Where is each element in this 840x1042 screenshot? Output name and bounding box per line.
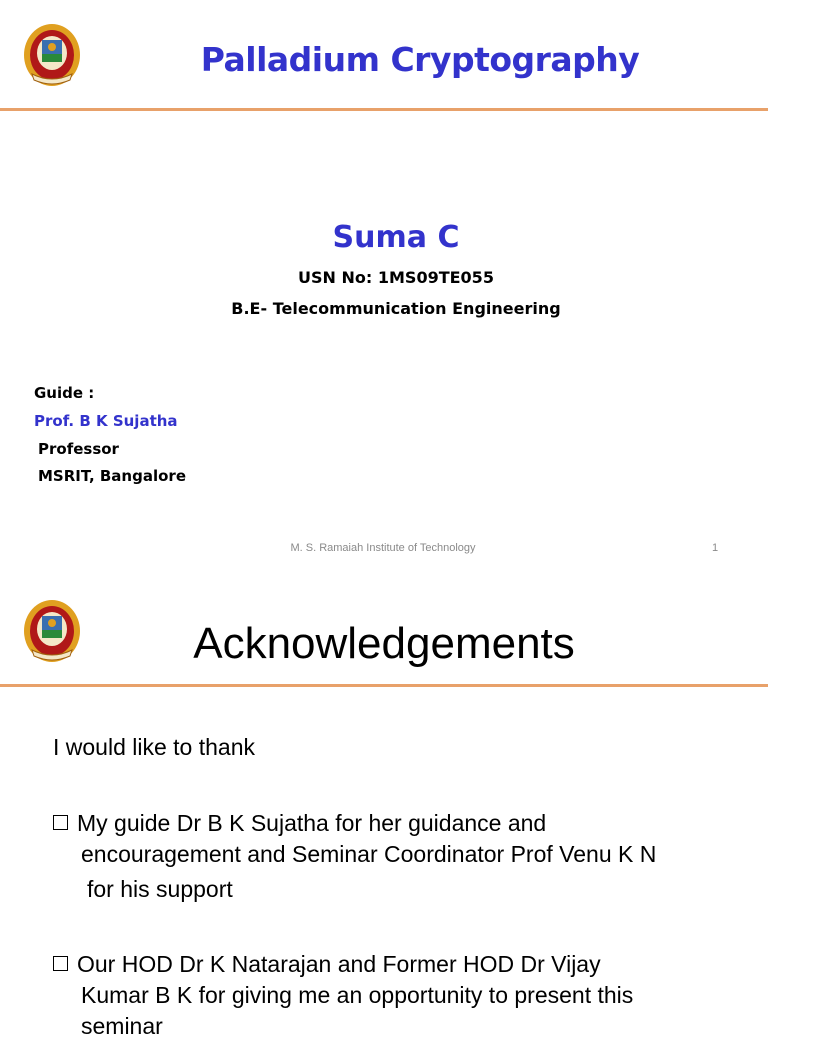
bullet-line: Kumar B K for giving me an opportunity to present this [81,982,634,1008]
title-divider [0,684,768,687]
guide-institute: MSRIT, Bangalore [38,467,186,485]
presentation-title: Palladium Cryptography [200,40,640,79]
guide-position: Professor [38,440,119,458]
guide-heading: Guide : [34,384,95,402]
usn-number: USN No: 1MS09TE055 [298,268,494,287]
bullet-line: My guide Dr B K Sujatha for her guidance and [77,810,547,836]
department: B.E- Telecommunication Engineering [231,299,561,318]
title-divider [0,108,768,111]
list-item [53,808,743,905]
slide-title: Acknowledgements [193,619,575,668]
guide-name: Prof. B K Sujatha [34,412,178,430]
presenter-name: Suma C [332,220,460,255]
bullet-line: Our HOD Dr K Natarajan and Former HOD Dr Vijay [77,951,601,977]
intro-text: I would like to thank [53,734,256,760]
slide-footer: M. S. Ramaiah Institute of Technology [290,542,476,554]
checkbox-bullet-icon [53,956,68,971]
bullet-line: for his support [87,876,233,902]
acknowledgements-slide [0,576,768,1039]
checkbox-bullet-icon [53,815,68,830]
list-item [53,949,743,1042]
bullet-line: encouragement and Seminar Coordinator Prof Venu K N [81,841,657,867]
bullet-line: seminar [81,1013,163,1039]
page-number: 1 [712,542,719,554]
